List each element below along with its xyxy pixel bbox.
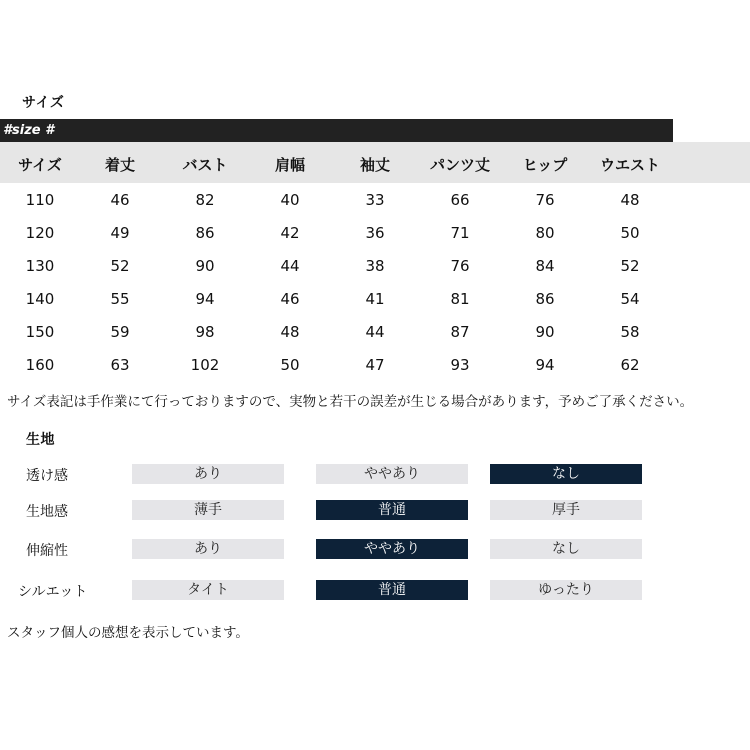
table-row [0,216,750,249]
table-cell: 50 [280,356,300,374]
table-cell: 66 [450,191,470,209]
table-cell: 140 [25,290,55,308]
table-cell: 40 [280,191,300,209]
table-cell: 50 [620,224,640,242]
table-row [0,282,750,315]
table-cell: 52 [620,257,640,275]
header-shoulder: 肩幅 [274,156,305,174]
table-cell: 49 [110,224,130,242]
table-cell: 93 [450,356,470,374]
table-cell: 160 [25,356,55,374]
table-cell: 86 [195,224,215,242]
table-cell: 110 [25,191,55,209]
thickness-option-1: 薄手 [132,500,284,520]
table-row [0,348,750,381]
thickness-option-2: 普通 [316,500,468,520]
header-bust: バスト [182,156,228,174]
table-cell: 87 [450,323,470,341]
table-cell: 120 [25,224,55,242]
sheerness-option-2: ややあり [316,464,468,484]
header-sleeve: 袖丈 [359,156,390,174]
stretch-option-1: あり [132,539,284,559]
table-cell: 54 [620,290,640,308]
table-cell: 48 [620,191,640,209]
table-cell: 44 [365,323,385,341]
table-cell: 84 [535,257,555,275]
size-bar: #size # [0,119,673,142]
table-cell: 55 [110,290,130,308]
fabric-label-stretch: 伸縮性 [26,543,68,559]
fabric-label-silhouette: シルエット [18,584,88,600]
thickness-option-3: 厚手 [490,500,642,520]
stretch-option-2: ややあり [316,539,468,559]
table-cell: 90 [195,257,215,275]
size-section-title: サイズ [22,95,65,111]
fabric-note: スタッフ個人の感想を表示しています。 [7,625,249,641]
table-cell: 94 [535,356,555,374]
table-cell: 102 [190,356,220,374]
table-cell: 38 [365,257,385,275]
sheerness-option-1: あり [132,464,284,484]
table-cell: 46 [280,290,300,308]
header-waist: ウエスト [599,156,660,174]
table-cell: 81 [450,290,470,308]
header-pants-length: パンツ丈 [429,156,490,174]
table-cell: 90 [535,323,555,341]
table-cell: 98 [195,323,215,341]
table-cell: 46 [110,191,130,209]
header-size: サイズ [18,156,62,174]
silhouette-option-1: タイト [132,580,284,600]
table-cell: 41 [365,290,385,308]
table-row [0,249,750,282]
header-length: 着丈 [104,156,135,174]
stretch-option-3: なし [490,539,642,559]
table-row [0,315,750,348]
table-cell: 71 [450,224,470,242]
table-cell: 76 [450,257,470,275]
sheerness-option-3: なし [490,464,642,484]
table-cell: 44 [280,257,300,275]
table-cell: 48 [280,323,300,341]
table-cell: 130 [25,257,55,275]
silhouette-option-3: ゆったり [490,580,642,600]
table-cell: 33 [365,191,385,209]
table-cell: 82 [195,191,215,209]
table-cell: 76 [535,191,555,209]
table-cell: 42 [280,224,300,242]
table-cell: 58 [620,323,640,341]
table-cell: 36 [365,224,385,242]
table-cell: 63 [110,356,130,374]
fabric-label-thickness: 生地感 [26,504,68,520]
fabric-label-sheerness: 透け感 [26,468,68,484]
table-cell: 86 [535,290,555,308]
table-cell: 150 [25,323,55,341]
table-cell: 94 [195,290,215,308]
table-row [0,183,750,216]
table-cell: 62 [620,356,640,374]
table-cell: 52 [110,257,130,275]
fabric-section-title: 生地 [26,432,55,448]
table-cell: 59 [110,323,130,341]
size-table-header [0,142,750,183]
table-cell: 47 [365,356,385,374]
table-cell: 80 [535,224,555,242]
header-hip: ヒップ [522,156,568,174]
silhouette-option-2: 普通 [316,580,468,600]
size-note: サイズ表記は手作業にて行っておりますので、実物と若干の誤差が生じる場合があります，予めご了承ください。 [7,394,694,410]
